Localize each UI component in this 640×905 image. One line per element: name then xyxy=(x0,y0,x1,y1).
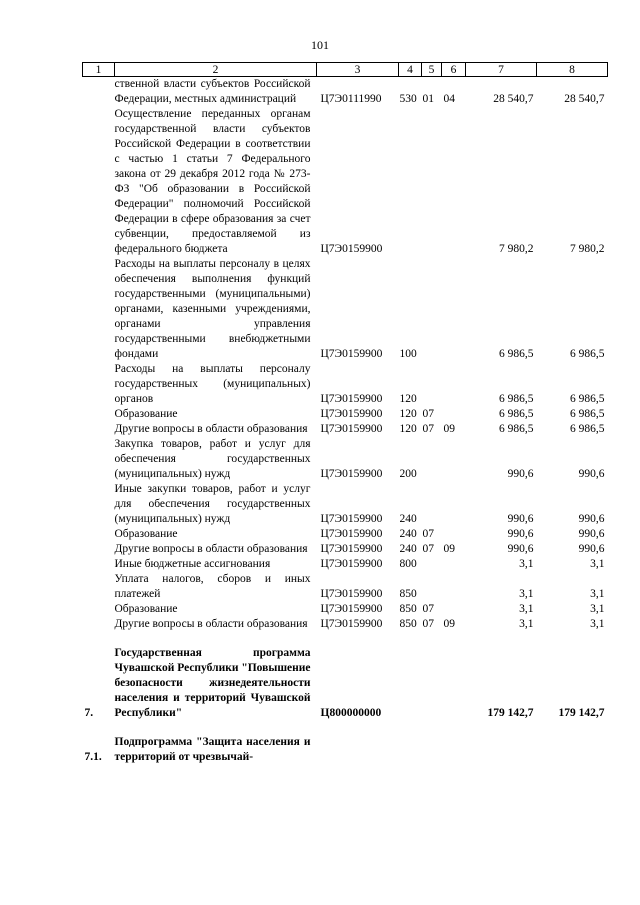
row-section: 01 xyxy=(422,93,434,105)
row-section xyxy=(422,735,442,765)
row-section: 07 xyxy=(422,543,434,555)
row-number xyxy=(83,107,115,257)
table-row xyxy=(83,527,608,542)
row-name: Образование xyxy=(114,603,178,615)
row-amount-2: 6 986,5 xyxy=(570,348,605,360)
row-amount-1: 3,1 xyxy=(519,588,534,600)
row-number xyxy=(83,557,115,572)
row-expense-type: 100 xyxy=(399,348,417,360)
row-subsection: 09 xyxy=(443,618,455,630)
row-amount-1: 3,1 xyxy=(519,558,534,570)
row-name: Расходы на выплаты персоналу в целях обеспечения выполнения функций государственными (муниципальными) органами, казенными учреждениями, органами управления государственными внебюджетными фондами xyxy=(114,258,311,360)
table-row xyxy=(83,362,608,407)
row-expense-type: 240 xyxy=(399,543,417,555)
row-code: Ц7Э0159900 xyxy=(320,528,383,540)
row-code: Ц7Э0159900 xyxy=(320,243,383,255)
row-code: Ц800000000 xyxy=(320,707,382,719)
row-section xyxy=(422,557,442,572)
row-amount-1: 7 980,2 xyxy=(499,243,534,255)
row-code: Ц7Э0159900 xyxy=(320,603,383,615)
row-name: Другие вопросы в области образования xyxy=(114,618,308,630)
table-row xyxy=(83,482,608,527)
spacer-cell xyxy=(83,721,608,735)
row-expense-type: 120 xyxy=(399,408,417,420)
header-cell: 8 xyxy=(537,63,608,77)
row-expense-type: 530 xyxy=(399,93,417,105)
row-amount-1: 6 986,5 xyxy=(499,393,534,405)
row-amount-1: 6 986,5 xyxy=(499,423,534,435)
row-amount-1: 990,6 xyxy=(507,543,534,555)
row-number xyxy=(83,257,115,362)
header-cell: 7 xyxy=(466,63,537,77)
row-name: Подпрограмма "Защита населения и территорий от чрезвычай- xyxy=(114,736,311,763)
row-code: Ц7Э0159900 xyxy=(320,408,383,420)
row-amount-1: 990,6 xyxy=(507,513,534,525)
row-code: Ц7Э0159900 xyxy=(320,423,383,435)
row-name: ственной власти субъектов Российской Федерации, местных администраций xyxy=(114,78,311,105)
row-code: Ц7Э0159900 xyxy=(320,348,383,360)
row-code: Ц7Э0159900 xyxy=(320,618,383,630)
row-amount-2: 990,6 xyxy=(578,543,605,555)
row-amount-2: 3,1 xyxy=(590,618,605,630)
row-subsection xyxy=(442,107,466,257)
row-amount-1: 3,1 xyxy=(519,618,534,630)
row-section xyxy=(422,482,442,527)
row-expense-type: 850 xyxy=(399,588,417,600)
row-section xyxy=(422,257,442,362)
row-name: Иные бюджетные ассигнования xyxy=(114,558,271,570)
row-section: 07 xyxy=(422,423,434,435)
row-section: 07 xyxy=(422,528,434,540)
row-subsection: 04 xyxy=(443,93,455,105)
row-name: Другие вопросы в области образования xyxy=(114,423,308,435)
row-subsection xyxy=(442,572,466,602)
row-section xyxy=(422,362,442,407)
row-amount-2: 179 142,7 xyxy=(558,707,605,719)
row-amount-2: 28 540,7 xyxy=(564,93,605,105)
row-subsection xyxy=(442,735,466,765)
row-amount-1: 6 986,5 xyxy=(499,348,534,360)
row-amount-1 xyxy=(466,735,537,765)
row-name: Другие вопросы в области образования xyxy=(114,543,308,555)
header-cell: 6 xyxy=(442,63,466,77)
table-row xyxy=(83,572,608,602)
table-row xyxy=(83,407,608,422)
row-number xyxy=(83,602,115,617)
row-subsection xyxy=(442,527,466,542)
row-subsection xyxy=(442,437,466,482)
row-number xyxy=(83,437,115,482)
row-number xyxy=(83,407,115,422)
row-number xyxy=(83,617,115,632)
row-expense-type: 120 xyxy=(399,393,417,405)
row-subsection xyxy=(442,257,466,362)
table-row xyxy=(83,257,608,362)
row-section xyxy=(422,107,442,257)
row-amount-2: 6 986,5 xyxy=(570,423,605,435)
row-amount-2: 7 980,2 xyxy=(570,243,605,255)
row-expense-type: 800 xyxy=(399,558,417,570)
header-cell: 3 xyxy=(317,63,399,77)
row-amount-1: 3,1 xyxy=(519,603,534,615)
row-number xyxy=(83,422,115,437)
row-expense-type: 240 xyxy=(399,513,417,525)
row-expense-type xyxy=(399,646,422,721)
row-name: Расходы на выплаты персоналу государственных (муниципальных) органов xyxy=(114,363,311,405)
row-expense-type: 120 xyxy=(399,423,417,435)
row-code xyxy=(317,735,399,765)
spacer-cell xyxy=(83,632,608,646)
row-amount-2: 990,6 xyxy=(578,468,605,480)
row-number: 7. xyxy=(84,707,94,719)
row-code: Ц7Э0111990 xyxy=(320,93,382,105)
row-code: Ц7Э0159900 xyxy=(320,393,383,405)
row-code: Ц7Э0159900 xyxy=(320,558,383,570)
row-name: Государственная программа Чувашской Республики "Повышение безопасности жизнедеятельности населения и территорий Чувашской Республики" xyxy=(114,647,311,719)
row-amount-1: 179 142,7 xyxy=(487,707,534,719)
row-amount-2: 990,6 xyxy=(578,528,605,540)
row-name: Осуществление переданных органам государственной власти субъектов Российской Федерации в соответствии с частью 1 статьи 7 Федерального закона от 29 декабря 2012 года № 273-ФЗ "Об образовании в Российской Федерации" полномочий Российской Федерации в сфере образования за счет субвенции, предоставляемой из федерального бюджета xyxy=(114,108,311,255)
row-code: Ц7Э0159900 xyxy=(320,588,383,600)
row-section: 07 xyxy=(422,408,434,420)
header-cell: 2 xyxy=(115,63,317,77)
row-name: Закупка товаров, работ и услуг для обеспечения государственных (муниципальных) нужд xyxy=(114,438,311,480)
table-row xyxy=(83,437,608,482)
row-subsection xyxy=(442,602,466,617)
table-row xyxy=(83,617,608,632)
row-expense-type: 200 xyxy=(399,468,417,480)
row-name: Образование xyxy=(114,528,178,540)
row-number xyxy=(83,362,115,407)
budget-table xyxy=(82,62,608,765)
row-expense-type xyxy=(399,107,422,257)
row-code: Ц7Э0159900 xyxy=(320,513,383,525)
row-number xyxy=(83,482,115,527)
row-subsection xyxy=(442,646,466,721)
row-amount-1: 28 540,7 xyxy=(493,93,534,105)
row-section: 07 xyxy=(422,603,434,615)
header-cell: 4 xyxy=(399,63,422,77)
row-name: Образование xyxy=(114,408,178,420)
table-row xyxy=(83,735,608,765)
row-amount-1: 6 986,5 xyxy=(499,408,534,420)
spacer-row xyxy=(83,632,608,646)
row-section xyxy=(422,572,442,602)
spacer-row xyxy=(83,721,608,735)
row-number xyxy=(83,542,115,557)
row-amount-2: 6 986,5 xyxy=(570,408,605,420)
table-row xyxy=(83,542,608,557)
header-cell: 1 xyxy=(83,63,115,77)
row-number xyxy=(83,527,115,542)
row-expense-type: 850 xyxy=(399,603,417,615)
row-amount-2: 3,1 xyxy=(590,558,605,570)
row-expense-type: 240 xyxy=(399,528,417,540)
row-subsection xyxy=(442,362,466,407)
row-amount-2: 990,6 xyxy=(578,513,605,525)
row-amount-2: 3,1 xyxy=(590,588,605,600)
table-row xyxy=(83,557,608,572)
table-row xyxy=(83,602,608,617)
table-row xyxy=(83,646,608,721)
row-amount-2: 6 986,5 xyxy=(570,393,605,405)
row-subsection: 09 xyxy=(443,423,455,435)
row-code: Ц7Э0159900 xyxy=(320,543,383,555)
row-amount-2 xyxy=(537,735,608,765)
table-row xyxy=(83,77,608,108)
row-subsection: 09 xyxy=(443,543,455,555)
row-number xyxy=(83,572,115,602)
row-amount-2: 3,1 xyxy=(590,603,605,615)
row-amount-1: 990,6 xyxy=(507,528,534,540)
row-subsection xyxy=(442,557,466,572)
row-section xyxy=(422,437,442,482)
row-number: 7.1. xyxy=(84,751,102,763)
row-number xyxy=(83,77,115,108)
row-section xyxy=(422,646,442,721)
table-row xyxy=(83,107,608,257)
header-cell: 5 xyxy=(422,63,442,77)
row-expense-type xyxy=(399,735,422,765)
row-name: Уплата налогов, сборов и иных платежей xyxy=(114,573,311,600)
page-number: 101 xyxy=(311,38,329,52)
header-row xyxy=(83,63,608,77)
row-amount-1: 990,6 xyxy=(507,468,534,480)
row-name: Иные закупки товаров, работ и услуг для обеспечения государственных (муниципальных) нужд xyxy=(114,483,311,525)
row-code: Ц7Э0159900 xyxy=(320,468,383,480)
row-section: 07 xyxy=(422,618,434,630)
row-subsection xyxy=(442,407,466,422)
row-expense-type: 850 xyxy=(399,618,417,630)
table-row xyxy=(83,422,608,437)
table-body xyxy=(83,77,608,766)
row-subsection xyxy=(442,482,466,527)
